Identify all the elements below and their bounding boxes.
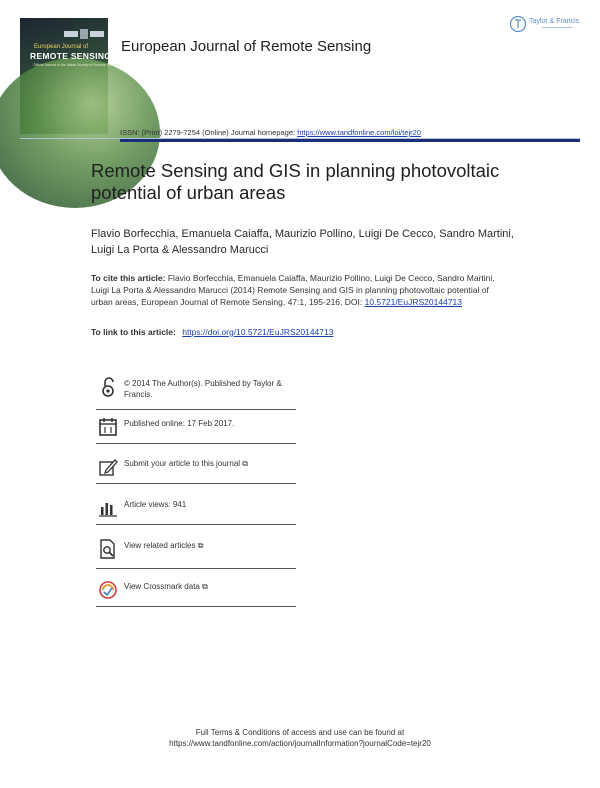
cite-label: To cite this article: — [91, 273, 166, 283]
info-divider — [96, 409, 296, 410]
publisher-logo-icon — [509, 15, 527, 33]
info-divider — [96, 568, 296, 569]
article-title: Remote Sensing and GIS in planning photovoltaic potential of urban areas — [91, 160, 500, 203]
issn-text: ISSN: (Print) 2279-7254 (Online) Journal homepage: — [120, 128, 298, 137]
taylor-francis-logo[interactable] — [509, 15, 583, 39]
info-divider — [96, 443, 296, 444]
info-divider — [96, 606, 296, 607]
footer-terms-text: Full Terms & Conditions of access and use can be found at — [195, 728, 405, 737]
crossmark-icon — [98, 579, 118, 601]
article-link-row — [91, 327, 333, 337]
license-text: © 2014 The Author(s). Published by Taylor & Francis. — [124, 379, 282, 399]
external-link-icon: ⧉ — [202, 582, 208, 591]
external-link-icon: ⧉ — [197, 541, 204, 550]
issn-line — [120, 128, 421, 137]
article-doi-link[interactable]: https://doi.org/10.5721/EuJRS20144713 — [182, 327, 334, 337]
cite-text: Flavio Borfecchia, Emanuela Caiaffa, Maurizio Pollino, Luigi De Cecco, Sandro Martini, Luigi La Porta & Alessandro Marucci (2014) Remote Sensing and GIS in planning photovoltaic potential of urban areas, European Journal of Remote Sensing, 47:1, 195-216, DOI: — [91, 273, 495, 307]
cover-title-line1: European Journal of — [34, 44, 89, 50]
satellite-icon — [64, 26, 104, 42]
bar-chart-icon — [98, 497, 118, 519]
related-articles-link[interactable] — [124, 540, 304, 551]
citation-block — [91, 272, 511, 308]
journal-cover-image — [20, 18, 120, 134]
external-link-icon: ⧉ — [242, 459, 249, 468]
related-articles-text: View related articles — [124, 541, 196, 550]
crossmark-link[interactable] — [124, 581, 304, 592]
edit-icon — [98, 456, 118, 478]
crossmark-text: View Crossmark data — [124, 582, 200, 591]
journal-title: European Journal of Remote Sensing — [121, 38, 372, 55]
info-divider — [96, 524, 296, 525]
info-divider — [96, 483, 296, 484]
publisher-logo-tagline — [542, 27, 572, 31]
document-search-icon — [98, 538, 118, 560]
submit-article-text: Submit your article to this journal — [124, 459, 241, 468]
cite-doi-link[interactable]: 10.5721/EuJRS20144713 — [364, 297, 462, 307]
journal-homepage-link[interactable]: https://www.tandfonline.com/loi/tejr20 — [297, 128, 421, 137]
footer-terms-link[interactable]: https://www.tandfonline.com/action/journalInformation?journalCode=tejr20 — [169, 739, 431, 748]
submit-article-link[interactable] — [124, 458, 304, 469]
cover-subtitle: Official Journal of the Italian Society of Remote Sensing — [33, 63, 120, 67]
header-divider-thick — [120, 139, 580, 142]
article-views-text: Article views: 941 — [124, 500, 187, 509]
article-authors: Flavio Borfecchia, Emanuela Caiaffa, Maurizio Pollino, Luigi De Cecco, Sandro Martini, Luigi La Porta & Alessandro Marucci — [91, 228, 514, 256]
cover-title-line2: REMOTE SENSING — [30, 51, 112, 61]
published-date-text: Published online: 17 Feb 2017. — [124, 419, 235, 428]
link-label: To link to this article: — [91, 327, 176, 337]
publisher-logo-text: Taylor & Francis — [529, 18, 580, 25]
open-access-icon — [98, 376, 118, 398]
calendar-icon — [98, 416, 118, 438]
